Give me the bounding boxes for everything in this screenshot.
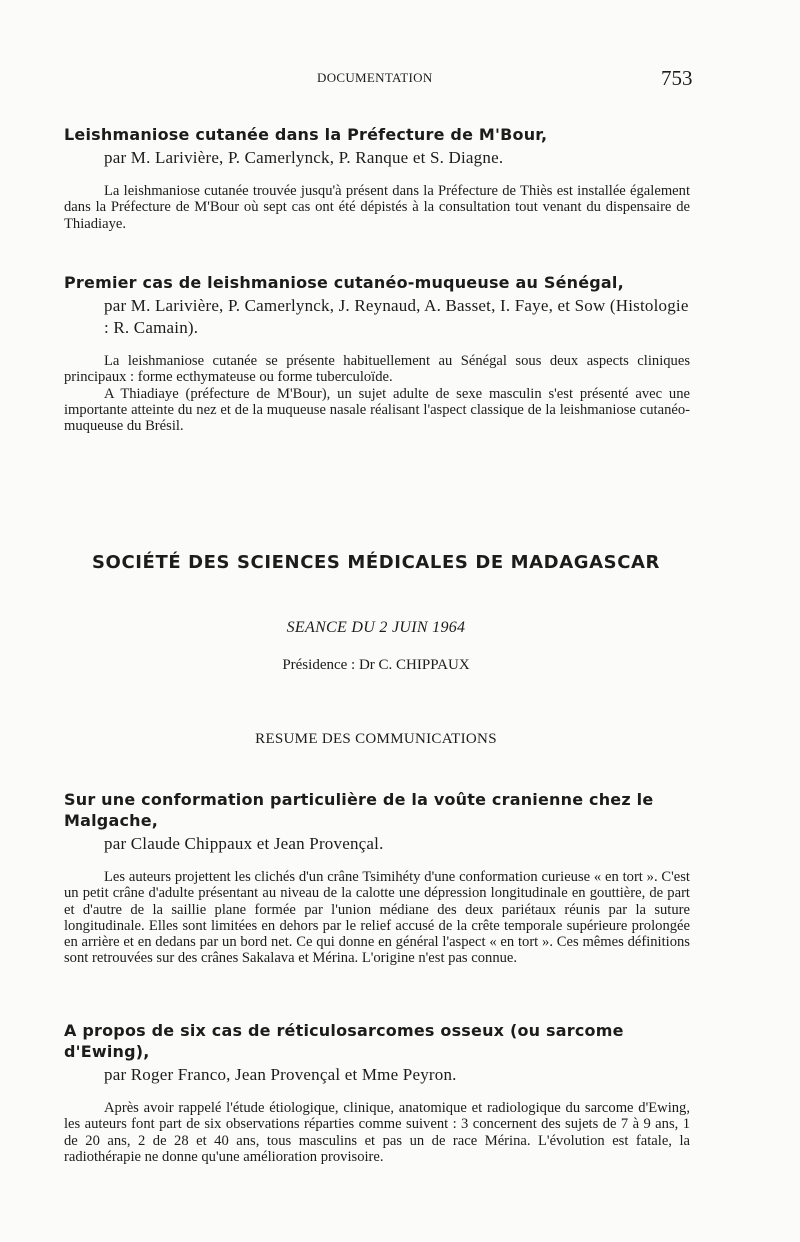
article-title: Leishmaniose cutanée dans la Préfecture de M'Bour, (64, 125, 548, 144)
article-authors: par Roger Franco, Jean Provençal et Mme Peyron. (104, 1065, 457, 1084)
article-paragraph: Après avoir rappelé l'étude étiologique, clinique, anatomique et radiologique du sarcome d'Ewing, les auteurs font part de six observations réparties comme suivent : 3 concernent des sujets de 7 à 9 ans, 1 de 20 ans, 2 de 28 et 40 ans, tous masculins et pas un de race Mérina. L'évolution est fatale, la radiothérapie ne donne qu'une amélioration provisoire. (64, 1100, 690, 1165)
article-authors: par M. Larivière, P. Camerlynck, P. Ranque et S. Diagne. (104, 148, 504, 167)
article-leishmaniose-senegal (64, 272, 690, 434)
article-paragraph: La leishmaniose cutanée trouvée jusqu'à présent dans la Préfecture de Thiès est installée également dans la Préfecture de M'Bour où sept cas ont été dépistés à la consultation tout venant du dispensaire de Thiadiaye. (64, 183, 690, 232)
society-heading: SOCIÉTÉ DES SCIENCES MÉDICALES DE MADAGASCAR (91, 552, 661, 573)
article-voute-cranienne (64, 789, 690, 967)
running-head (0, 68, 800, 90)
session-date: SEANCE DU 2 JUIN 1964 (286, 619, 466, 636)
article-authors: par Claude Chippaux et Jean Provençal. (104, 834, 384, 853)
article-sarcome-ewing (64, 1020, 690, 1165)
article-title: Sur une conformation particulière de la voûte cranienne chez le Malgache, (64, 790, 654, 830)
article-title: Premier cas de leishmaniose cutanéo-muqueuse au Sénégal, (64, 273, 624, 292)
article-paragraph: A Thiadiaye (préfecture de M'Bour), un sujet adulte de sexe masculin s'est présenté avec une importante atteinte du nez et de la muqueuse nasale réalisant l'aspect classique de la leishmaniose cutanéo-muqueuse du Brésil. (64, 385, 690, 435)
page-number: 753 (661, 66, 693, 90)
article-leishmaniose-mbour (64, 124, 690, 232)
article-paragraph: La leishmaniose cutanée se présente habituellement au Sénégal sous deux aspects cliniques principaux : forme ecthymateuse ou forme tuberculoïde. (64, 353, 690, 386)
running-title: DOCUMENTATION (317, 70, 433, 85)
presidence: Présidence : Dr C. CHIPPAUX (282, 657, 470, 673)
article-paragraph: Les auteurs projettent les clichés d'un crâne Tsimihéty d'une conformation curieuse « en tort ». C'est un petit crâne d'adulte présentant au niveau de la calotte une dépression longitudinale en gouttière, de part et d'autre de la saillie plane formée par l'union médiane des deux pariétaux réunis par la suture longitudinale. Elles sont limitées en dehors par le relief accusé de la crête temporale supérieure prolongée en arrière et en dedans par un bord net. Ce qui donne en général l'aspect « en tort ». Ces mêmes définitions sont retrouvées sur des crânes Sakalava et Mérina. L'origine n'est pas connue. (64, 869, 690, 967)
resume-heading: RESUME DES COMMUNICATIONS (255, 731, 497, 747)
article-title: A propos de six cas de réticulosarcomes osseux (ou sarcome d'Ewing), (64, 1021, 624, 1061)
article-authors: par M. Larivière, P. Camerlynck, J. Reynaud, A. Basset, I. Faye, et Sow (Histologie : R. Camain). (104, 296, 689, 337)
